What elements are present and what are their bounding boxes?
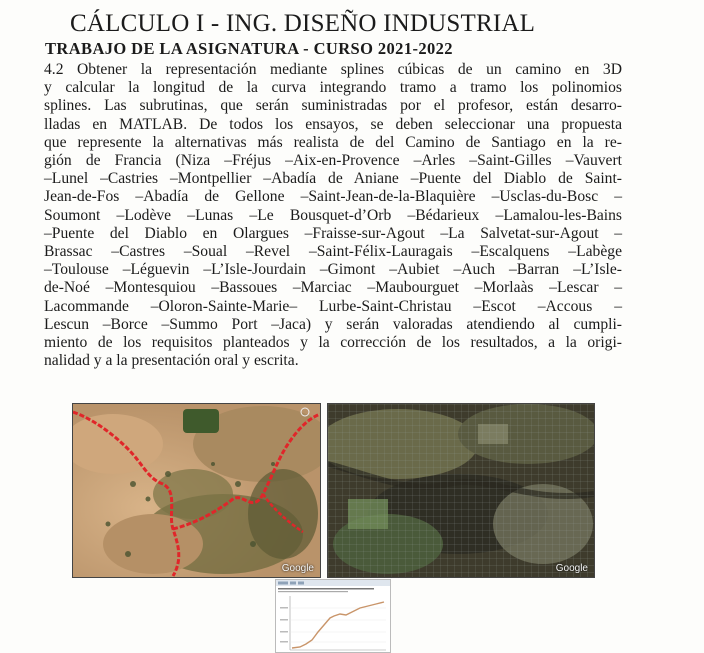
paragraph-line: que represente la alternativas más realista de del Camino de Santiago en la re- bbox=[44, 133, 622, 151]
assignment-paragraph bbox=[44, 61, 622, 370]
google-watermark: Google bbox=[555, 563, 588, 574]
paragraph-line: –Toulouse –Léguevin –L’Isle-Jourdain –Gimont –Aubiet –Auch –Barran –L’Isle- bbox=[44, 261, 622, 279]
paragraph-line: splines. Las subrutinas, que serán suministradas por el profesor, están desarro- bbox=[44, 97, 622, 115]
satellite-route-image bbox=[72, 403, 321, 578]
paragraph-line: nalidad y a la presentación oral y escrita. bbox=[44, 352, 299, 370]
paragraph-line: gión de Francia (Niza –Fréjus –Aix-en-Provence –Arles –Saint-Gilles –Vauvert bbox=[44, 152, 622, 170]
paragraph-line: Soumont –Lodève –Lunas –Le Bousquet-d’Orb –Bédarieux –Lamalou-les-Bains bbox=[44, 206, 622, 224]
paragraph-line: Jean-de-Fos –Abadía de Gellone –Saint-Jean-de-la-Blaquière –Usclas-du-Bosc – bbox=[44, 188, 622, 206]
elevation-plot-graphic bbox=[276, 580, 390, 652]
elevation-plot-thumbnail bbox=[275, 579, 391, 653]
paragraph-line: Lescun –Borce –Summo Port –Jaca) y serán valoradas atendiendo al cumpli- bbox=[44, 315, 622, 333]
page-title: CÁLCULO I - ING. DISEÑO INDUSTRIAL bbox=[70, 10, 536, 37]
paragraph-line: de-Noé –Montesquiou –Bassoues –Marciac –Maubourguet –Morlaàs –Lescar – bbox=[44, 279, 622, 297]
satellite-grid-image bbox=[327, 403, 595, 578]
satellite-grid-graphic bbox=[328, 404, 594, 577]
paragraph-line: Lacommande –Oloron-Sainte-Marie– Lurbe-Saint-Christau –Escot –Accous – bbox=[44, 297, 622, 315]
page-subtitle: TRABAJO DE LA ASIGNATURA - CURSO 2021-2022 bbox=[45, 39, 453, 58]
paragraph-line: –Puente del Diablo en Olargues –Fraisse-sur-Agout –La Salvetat-sur-Agout – bbox=[44, 224, 622, 242]
google-watermark: Google bbox=[281, 563, 314, 574]
paragraph-line: Brassac –Castres –Soual –Revel –Saint-Félix-Lauragais –Escalquens –Labège bbox=[44, 243, 622, 261]
paragraph-line: y calcular la longitud de la curva integrando tramo a tramo los polinomios bbox=[44, 79, 622, 97]
paragraph-line: miento de los requisitos planteados y la corrección de los resultados, a la origi- bbox=[44, 334, 622, 352]
paragraph-line: 4.2 Obtener la representación mediante splines cúbicas de un camino en 3D bbox=[44, 61, 622, 78]
paragraph-line: lladas en MATLAB. De todos los ensayos, se deben seleccionar una propuesta bbox=[44, 115, 622, 133]
satellite-map-graphic bbox=[73, 404, 320, 577]
paragraph-line: –Lunel –Castries –Montpellier –Abadía de Aniane –Puente del Diablo de Saint- bbox=[44, 170, 622, 188]
